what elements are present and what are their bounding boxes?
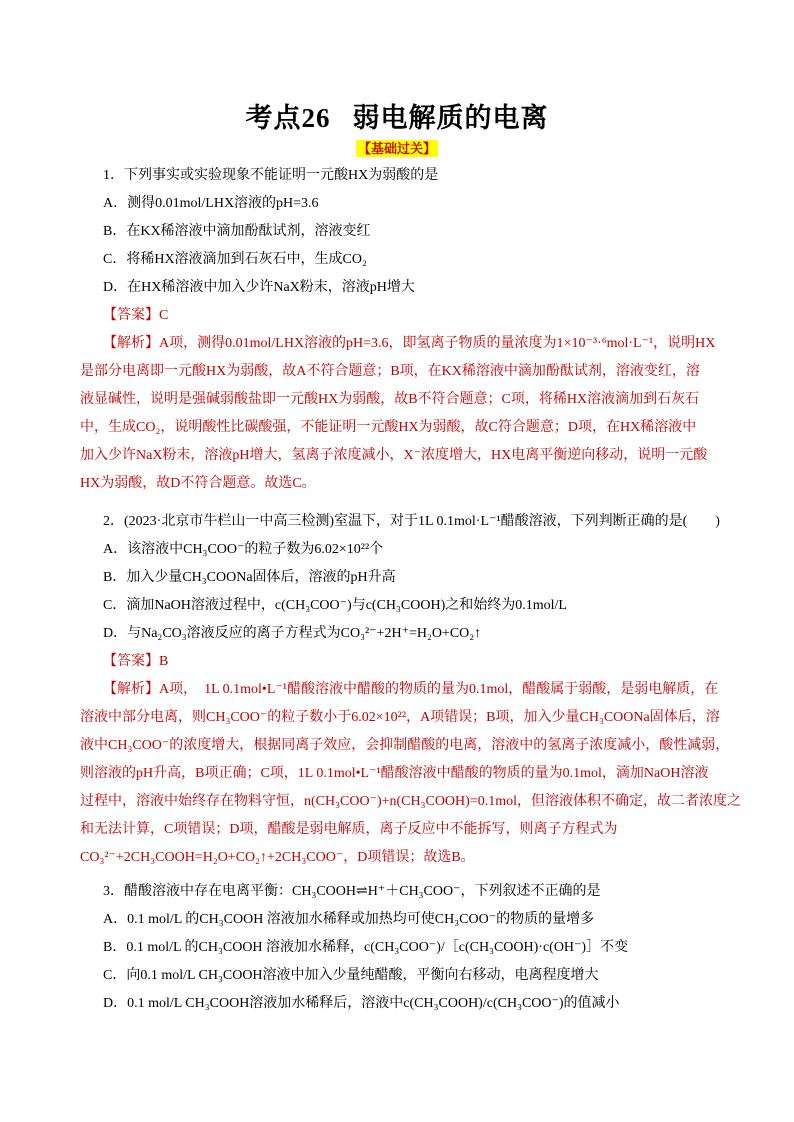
option-a: A．0.1 mol/L 的CH₃COOH 溶液加水稀释或加热均可使CH₃COO⁻的物质的量增多 [103,912,595,927]
analysis-line: 中，生成CO₂，说明酸性比碳酸强，不能证明一元酸HX为弱酸，故C符合题意；D项，在HX稀溶液中 [80,420,697,435]
option-d: D．与Na₂CO₃溶液反应的离子方程式为CO₃²⁻+2H⁺=H₂O+CO₂↑ [103,626,482,641]
option-c: C．滴加NaOH溶液过程中，c(CH₃COO⁻)与c(CH₃COOH)之和始终为0.1mol/L [103,598,567,613]
question-stem: 3．醋酸溶液中存在电离平衡：CH₃COOH⇌H⁺＋CH₃COO⁻，下列叙述不正确的是 [103,884,601,899]
option-b: B．在KX稀溶液中滴加酚酞试剂，溶液变红 [103,224,371,239]
analysis-line: 【解析】A项， 1L 0.1mol•L⁻¹醋酸溶液中醋酸的物质的量为0.1mol，醋酸属于弱酸，是弱电解质，在 [103,682,719,697]
page-title [0,96,794,135]
option-c: C．向0.1 mol/L CH₃COOH溶液中加入少量纯醋酸，平衡向右移动，电离程度增大 [103,968,599,983]
analysis-line: CO₃²⁻+2CH₃COOH=H₂O+CO₂↑+2CH₃COO⁻，D项错误；故选B。 [80,850,475,865]
question-3 [103,878,723,1018]
title-name: 弱电解质的电离 [352,103,549,133]
analysis-line: 加入少许NaX粉末，溶液pH增大，氢离子浓度减小，X⁻浓度增大，HX电离平衡逆向移动，说明一元酸 [80,448,708,463]
question-stem: 1．下列事实或实验现象不能证明一元酸HX为弱酸的是 [103,168,439,183]
analysis-line: 液中CH₃COO⁻的浓度增大，根据同离子效应，会抑制醋酸的电离，溶液中的氢离子浓度减小，酸性减弱， [80,738,730,753]
analysis-line: 溶液中部分电离，则CH₃COO⁻的粒子数小于6.02×10²²，A项错误；B项，加入少量CH₃COONa固体后，溶 [80,710,720,725]
analysis-line: 则溶液的pH升高，B项正确；C项，1L 0.1mol•L⁻¹醋酸溶液中醋酸的物质的量为0.1mol，滴加NaOH溶液 [80,766,709,781]
analysis-line: 是部分电离即一元酸HX为弱酸，故A不符合题意；B项，在KX稀溶液中滴加酚酞试剂，溶液变红，溶 [80,364,700,379]
option-a: A．测得0.01mol/LHX溶液的pH=3.6 [103,196,319,211]
option-c: C．将稀HX溶液滴加到石灰石中，生成CO₂ [103,252,367,267]
analysis-2 [80,676,741,872]
option-a: A．该溶液中CH₃COO⁻的粒子数为6.02×10²²个 [103,542,384,557]
analysis-line: 液显碱性，说明是强碱弱酸盐即一元酸HX为弱酸，故B不符合题意；C项，将稀HX溶液滴加到石灰石 [80,392,700,407]
title-number: 考点26 [245,103,331,133]
section-tag: 【基础过关】 [357,141,436,156]
option-b: B．0.1 mol/L 的CH₃COOH 溶液加水稀释，c(CH₃COO⁻)/［c(CH₃COOH)·c(OH⁻)］不变 [103,940,629,955]
option-d: D．在HX稀溶液中加入少许NaX粉末，溶液pH增大 [103,280,415,295]
answer: 【答案】B [103,654,169,669]
question-2 [103,508,723,676]
analysis-1 [80,330,723,498]
question-1 [103,162,723,330]
analysis-line: 过程中，溶液中始终存在物料守恒，n(CH₃COO⁻)+n(CH₃COOH)=0.1mol，但溶液体积不确定，故二者浓度之 [80,794,741,809]
option-b: B．加入少量CH₃COONa固体后，溶液的pH升高 [103,570,396,585]
answer: 【答案】C [103,308,169,323]
analysis-line: HX为弱酸，故D不符合题意。故选C。 [80,476,316,491]
option-d: D．0.1 mol/L CH₃COOH溶液加水稀释后，溶液中c(CH₃COOH)/c(CH₃COO⁻)的值减小 [103,996,620,1011]
analysis-line: 【解析】A项，测得0.01mol/LHX溶液的pH=3.6，即氢离子物质的量浓度为1×10⁻³·⁶mol·L⁻¹，说明HX [103,336,716,351]
analysis-line: 和无法计算，C项错误；D项，醋酸是弱电解质，离子反应中不能拆写，则离子方程式为 [80,822,618,837]
question-stem: 2．(2023·北京市牛栏山一中高三检测)室温下，对于1L 0.1mol·L⁻¹醋酸溶液，下列判断正确的是( ) [103,514,720,529]
